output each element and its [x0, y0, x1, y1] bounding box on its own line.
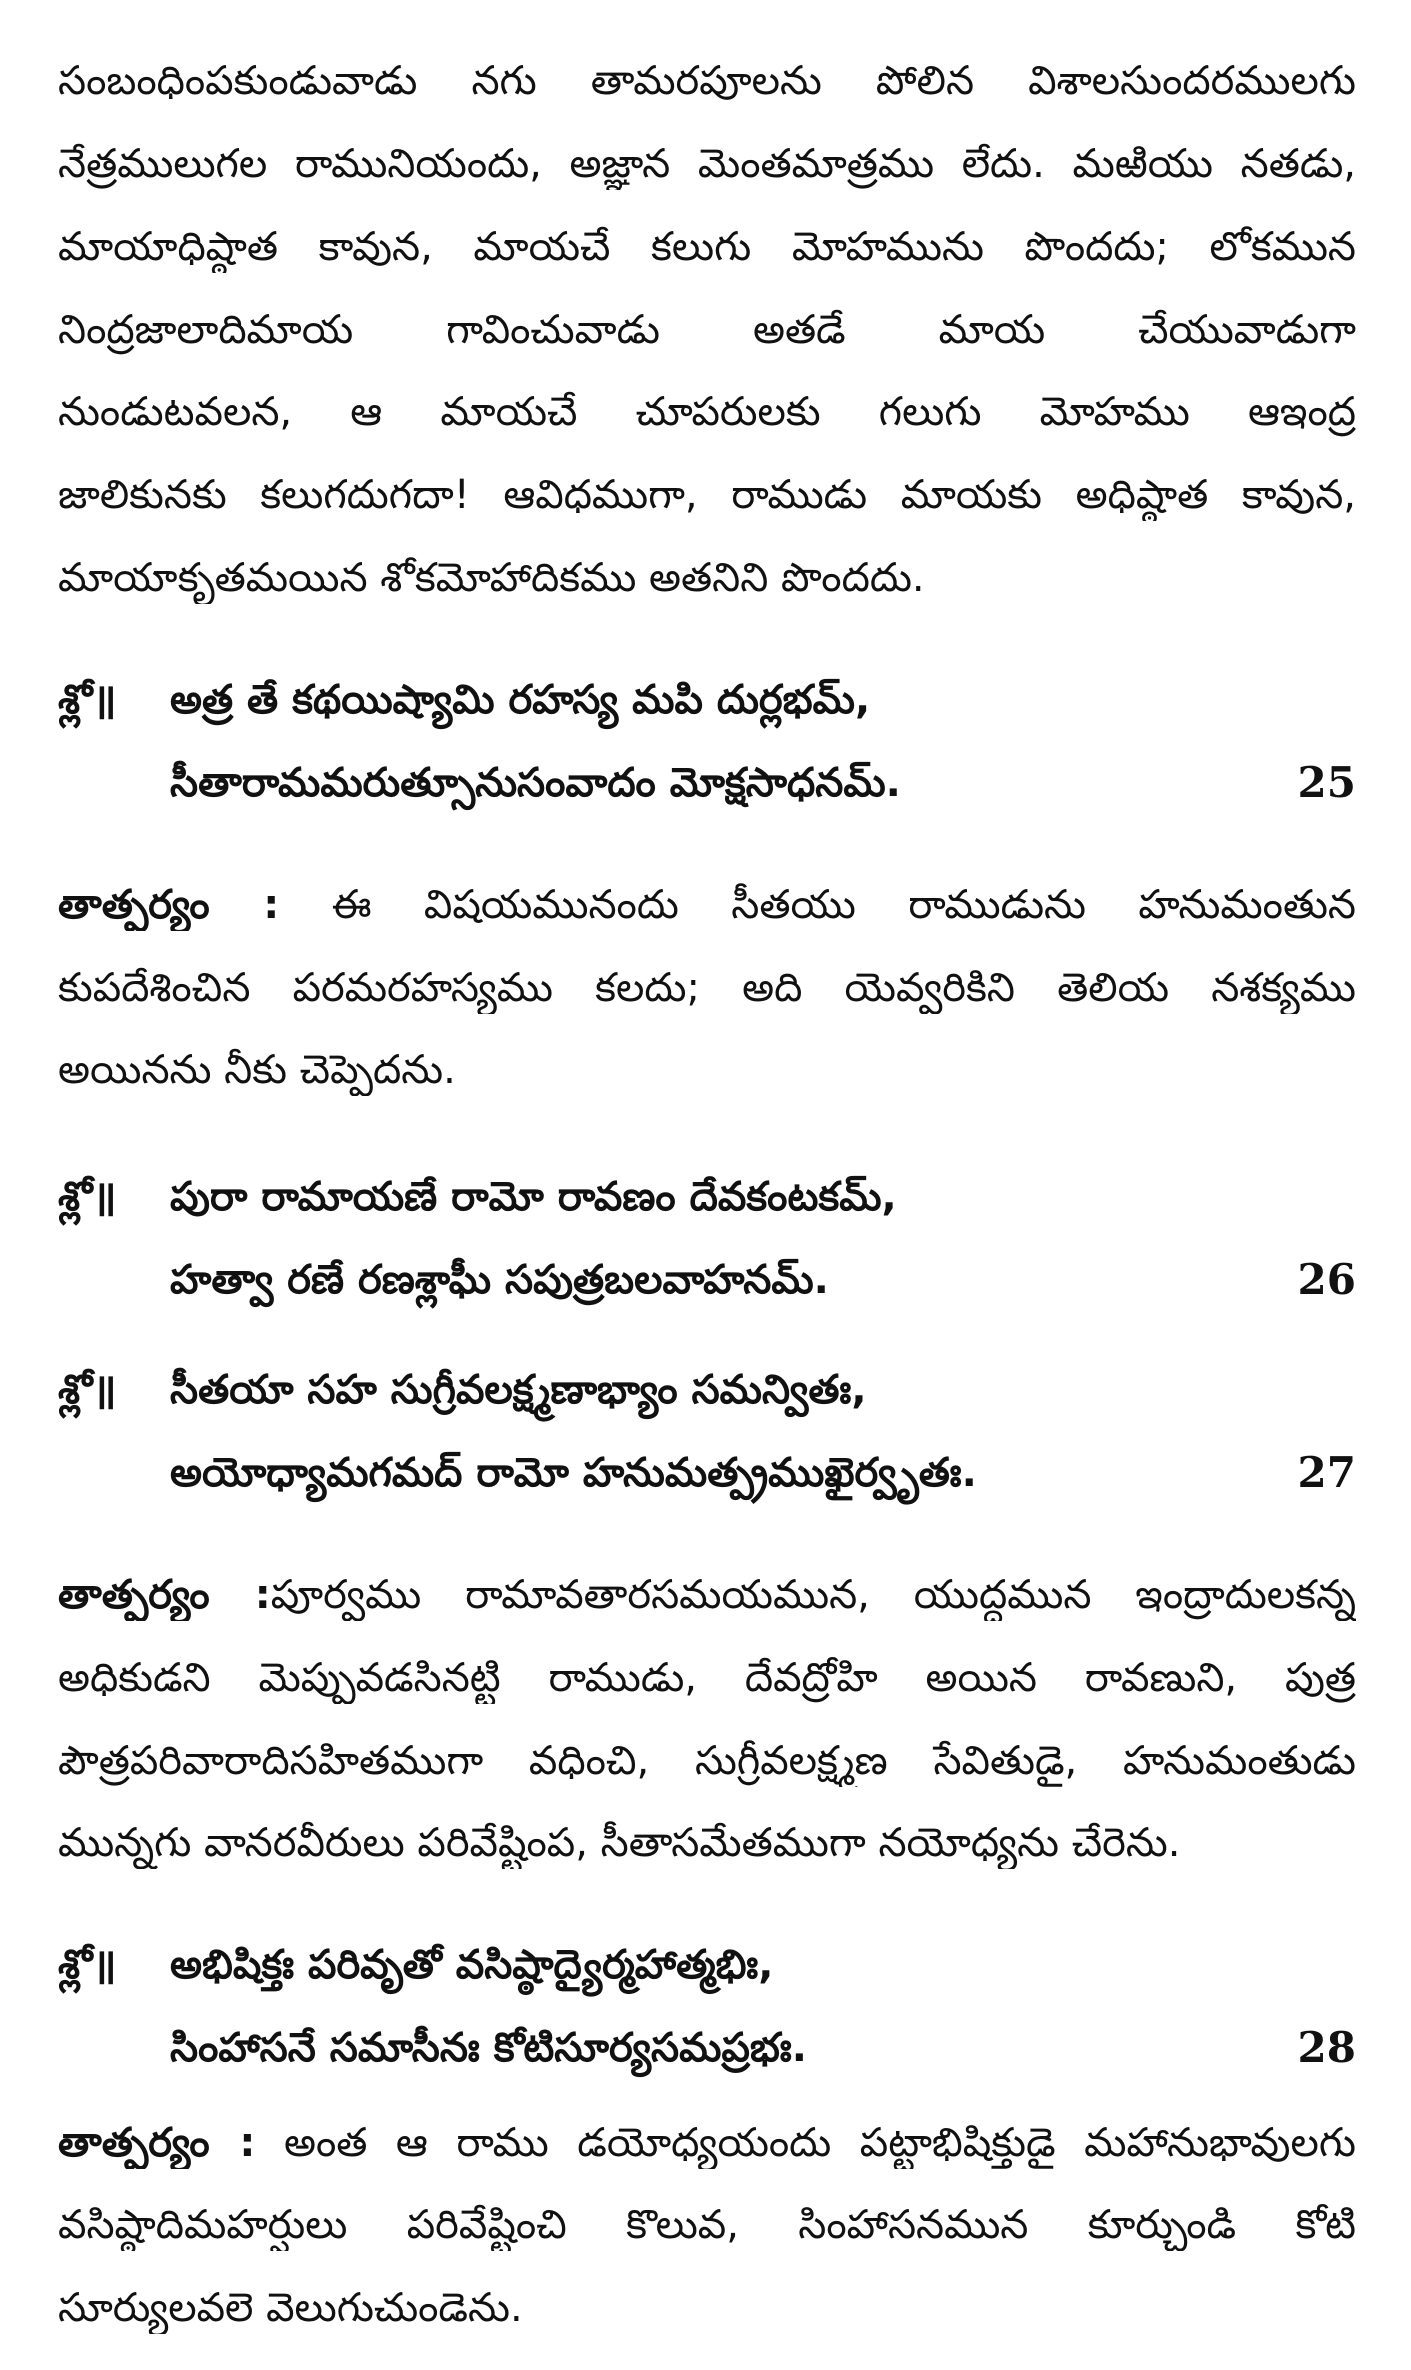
verse-28-line-1 [58, 1937, 1356, 1993]
verse-marker: శ్లో॥ [58, 1366, 117, 1413]
meaning-28-line-1 [58, 2117, 1356, 2169]
verse-marker: శ్లో॥ [58, 676, 117, 723]
verse-number: 26 [1297, 1254, 1356, 1304]
meaning-label: తాత్పర్యం : [58, 2119, 256, 2166]
verse-27-line-1 [58, 1362, 1356, 1418]
verse-text: అత్ర తే కథయిష్యామి రహస్య మపి దుర్లభమ్, [170, 676, 871, 723]
verse-27-line-2 [58, 1445, 1356, 1501]
meaning-text: ఈ విషయమునందు సీతయు రాముడును హనుమంతున [279, 881, 1356, 928]
verse-28-line-2 [58, 2020, 1356, 2076]
meaning-27-line-4: మున్నగు వానరవీరులు పరివేష్టింప, సీతాసమేతముగా నయోధ్యను చేరెను. [58, 1820, 1181, 1867]
intro-line-7: మాయాకృతమయిన శోకమోహాదికము అతనిని పొందదు. [58, 555, 925, 602]
verse-26-line-2 [58, 1252, 1356, 1308]
meaning-25-line-2: కుపదేశించిన పరమరహస్యము కలదు; అది యెవ్వరికిని తెలియ నశక్యము [58, 964, 1356, 1011]
verse-26-line-1 [58, 1169, 1356, 1225]
meaning-text: అంత ఆ రాము డయోధ్యయందు పట్టాభిషిక్తుడై మహానుభావులగు [255, 2119, 1356, 2166]
meaning-25-line-3: అయినను నీకు చెప్పెదను. [58, 1047, 456, 1094]
intro-line-4: నింద్రజాలాదిమాయ గావించువాడు అతడే మాయ చేయువాడుగా [58, 306, 1356, 353]
intro-line-5: నుండుటవలన, ఆ మాయచే చూపరులకు గలుగు మోహము ఆఇంద్ర [58, 389, 1356, 436]
verse-text: హత్వా రణే రణశ్లాఘీ సపుత్రబలవాహనమ్. [170, 1256, 829, 1303]
meaning-25-line-1 [58, 879, 1356, 931]
verse-number: 28 [1297, 2022, 1356, 2072]
verse-number: 25 [1297, 757, 1356, 807]
verse-text: సింహాసనే సమాసీనః కోటిసూర్యసమప్రభః. [170, 2024, 807, 2071]
intro-line-1: సంబంధింపకుండువాడు నగు తామరపూలను పోలిన విశాలసుందరములగు [58, 58, 1356, 105]
verse-text: సీతారామమరుత్సూనుసంవాదం మోక్షసాధనమ్. [170, 759, 901, 806]
verse-text: సీతయా సహ సుగ్రీవలక్ష్మణాభ్యాం సమన్వితః, [170, 1366, 867, 1413]
meaning-27-line-2: అధికుడని మెప్పువడసినట్టి రాముడు, దేవద్రోహి అయిన రావణుని, పుత్ర [58, 1654, 1356, 1701]
verse-25-line-1 [58, 672, 1356, 728]
verse-25-line-2 [58, 755, 1356, 811]
verse-text: అయోధ్యామగమద్ రామో హనుమత్ప్రముఖైర్వృతః. [170, 1449, 977, 1496]
meaning-label: తాత్పర్యం : [58, 1571, 271, 1618]
intro-line-3: మాయాధిష్ఠాత కావున, మాయచే కలుగు మోహమును పొందదు; లోకమున [58, 223, 1356, 270]
meaning-27-line-3: పౌత్రపరివారాదిసహితముగా వధించి, సుగ్రీవలక్ష్మణ సేవితుడై, హనుమంతుడు [58, 1737, 1356, 1784]
verse-text: పురా రామాయణే రామో రావణం దేవకంటకమ్, [170, 1173, 897, 1220]
intro-line-2: నేత్రములుగల రామునియందు, అజ్ఞాన మెంతమాత్రము లేదు. మఱియు నతడు, [58, 141, 1356, 188]
verse-marker: శ్లో॥ [58, 1173, 117, 1220]
meaning-28-line-2: వసిష్ఠాదిమహర్షులు పరివేష్టించి కొలువ, సింహాసనమున కూర్చుండి కోటి [58, 2202, 1356, 2249]
intro-line-6: జాలికునకు కలుగదుగదా! ఆవిధముగా, రాముడు మాయకు అధిష్ఠాత కావున, [58, 472, 1356, 519]
verse-text: అభిషిక్తః పరివృతో వసిష్ఠాద్యైర్మహాత్మభిః, [170, 1942, 774, 1989]
verse-marker: శ్లో॥ [58, 1942, 117, 1989]
verse-number: 27 [1297, 1447, 1356, 1497]
meaning-28-line-3: సూర్యులవలె వెలుగుచుండెను. [58, 2285, 523, 2332]
meaning-27-line-1 [58, 1569, 1356, 1621]
meaning-label: తాత్పర్యం : [58, 881, 280, 928]
meaning-text: పూర్వము రామావతారసమయమున, యుద్ధమున ఇంద్రాదులకన్న [270, 1571, 1356, 1618]
